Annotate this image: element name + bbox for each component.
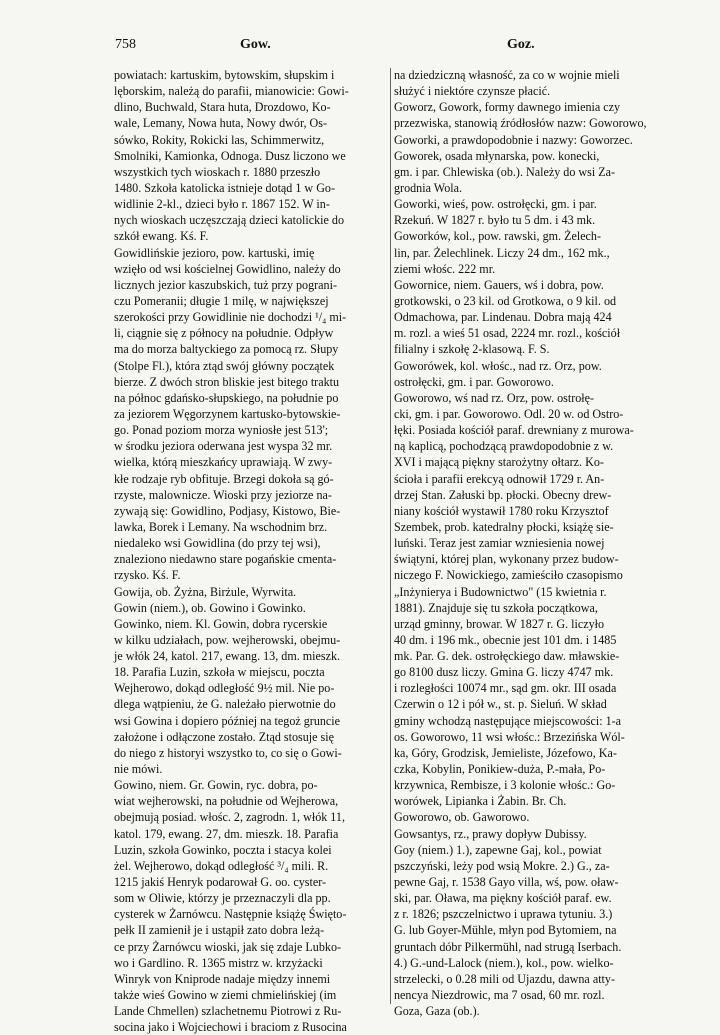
text-line: ną kaplicą, pochodzącą prawdopodobnie z w.: [394, 439, 614, 454]
text-line: sówko, Rokity, Rokicki las, Schimmerwitz,: [114, 132, 325, 147]
text-line: grodnia Wola.: [394, 180, 462, 195]
text-line: Goy (niem.) 1.), zapewne Gaj, kol., powiat: [394, 842, 602, 857]
text-line: katol. 179, ewang. 27, dm. mieszk. 18. Parafia: [114, 826, 339, 841]
text-line: Odmachowa, par. Lindenau. Dobra mają 424: [394, 310, 612, 325]
text-line: go. Ponad poziom morza wyniosłe jest 513';: [114, 423, 329, 438]
text-line: licznych jezior kaszubskich, tuż przy pograni-: [114, 277, 337, 292]
text-line: na dziedziczną własność, za co w wojnie mieli: [394, 68, 620, 82]
text-line: rzyste, malownicze. Wioski przy jeziorze na-: [114, 487, 332, 502]
text-line: nencya Niezdrowic, ma 7 osad, 60 mr. rozl.: [394, 988, 605, 1003]
text-line: Gowija, ob. Żyżna, Birżule, Wyrwita.: [114, 584, 297, 599]
running-header: [115, 37, 672, 57]
text-line: pełk II zamienił je i ustąpił zato dobra leżą-: [114, 923, 325, 938]
text-line: niedaleko wsi Gowidlina (do przy tej wsi),: [114, 536, 321, 551]
text-line: niczego F. Nowickiego, zamieściło czasopismo: [394, 568, 623, 583]
text-line: „Inżynierya i Budownictwo" (15 kwietnia r.: [394, 584, 607, 599]
text-line: XVI i mającą piękny starożytny ołtarz. Ko-: [394, 455, 604, 470]
text-line: worówek, Lipianka i Żabin. Br. Ch.: [394, 794, 567, 809]
text-line: z r. 1826; pszczelnictwo i uprawa tytuniu. 3.): [394, 907, 613, 922]
text-line: wsi Gowina i dopiero później na tegoż gruncie: [114, 713, 341, 728]
text-line: Goworki, a prawdopodobnie i nazwy: Goworzec.: [394, 132, 633, 147]
text-line: w kilku udziałach, pow. wejherowski, obejmu-: [114, 632, 341, 647]
text-line: służyć i niektóre czynsze płacić.: [394, 84, 551, 99]
text-line: cki, gm. i par. Goworowo. Odl. 20 w. od Ostro-: [394, 406, 624, 421]
text-line: także wieś Gowino w ziemi chmielińskiej (im: [114, 988, 337, 1003]
text-line: w środku jeziora oderwana jest wyspa 32 mr.: [114, 439, 333, 454]
text-line: znaleziono niedawno stare pogańskie cmenta-: [114, 552, 337, 567]
text-line: 40 dm. i 196 mk., obecnie jest 101 dm. i 1485: [394, 632, 617, 647]
text-line: ścioła i parafii erekcyą odnowił 1729 r. An-: [394, 471, 605, 486]
text-line: je włók 24, katol. 217, ewang. 13, dm. mieszk.: [114, 649, 341, 664]
text-line: dlino, Buchwald, Stara huta, Drozdowo, Ko-: [114, 100, 331, 115]
text-line: gm. i par. Chlewiska (ob.). Należy do wsi Za-: [394, 164, 615, 179]
text-line: nie mówi.: [114, 762, 163, 777]
text-line: socina jako i Wojciechowi i braciom z Rusocina: [114, 1020, 347, 1035]
text-line: pszczyński, leży pod wsią Mokre. 2.) G., za-: [394, 858, 610, 873]
column-divider: [390, 68, 391, 1004]
left-column: [114, 67, 388, 1035]
text-line: lin, par. Żelechlinek. Liczy 24 dm., 162 mk.,: [394, 245, 610, 260]
text-line: pewne Gaj, r. 1538 Gayo villa, wś, pow. oław-: [394, 875, 619, 890]
text-line: wo i Gardlino. R. 1365 mistrz w. krzyżacki: [114, 955, 323, 970]
text-line: Goworki, wieś, pow. ostrołęcki, gm. i par.: [394, 197, 597, 212]
text-line: wiat wejherowski, na południe od Wejherowa,: [114, 794, 339, 809]
text-line: Gowinko, niem. Kl. Gowin, dobra rycerskie: [114, 616, 328, 631]
right-column: [394, 67, 670, 1019]
text-line: 1480. Szkoła katolicka istnieje dotąd 1 w Go-: [114, 180, 336, 195]
text-line: świątyni, której plan, wykonany przez budow-: [394, 552, 619, 567]
text-line: niany kościół wystawił 1780 roku Krzysztof: [394, 503, 609, 518]
text-line: Gowsantys, rz., prawy dopływ Dubissy.: [394, 826, 587, 841]
text-line: bierze. Z dwóch stron bliskie jest bitego traktu: [114, 374, 340, 389]
text-line: wzięło od wsi kościelnej Gowidlino, należy do: [114, 261, 341, 276]
text-line: mk. Par. G. dek. ostrołęckiego daw. mławskie-: [394, 649, 620, 664]
text-line: lawka, Borek i Lemany. Na wschodnim brz.: [114, 519, 328, 534]
text-line: Czerwin o 12 i pół w., st. p. Sieluń. W skład: [394, 697, 607, 712]
text-line: rzysko. Kś. F.: [114, 568, 181, 583]
text-line: wszystkich tych wioskach r. 1880 przeszło: [114, 164, 321, 179]
text-line: nych wioskach uczęszczają dzieci katolickie do: [114, 213, 345, 228]
text-line: Rzekuń. W 1827 r. było tu 5 dm. i 43 mk.: [394, 213, 596, 228]
text-line: Gowidlińskie jezioro, pow. kartuski, imię: [114, 245, 315, 260]
text-line: widlinie 2-kl., dzieci było r. 1867 152. W in-: [114, 197, 330, 212]
text-line: urząd gminny, browar. W 1827 r. G. liczyło: [394, 616, 605, 631]
text-line: zywają się: Gowidlino, Podjasy, Kistowo, Bie-: [114, 503, 341, 518]
text-line: som w Oliwie, którzy je przeznaczyli dla pp.: [114, 891, 331, 906]
text-line: Smolniki, Kamionka, Odnoga. Dusz liczono we: [114, 148, 346, 163]
text-line: i rozległości 10074 mr., sąd gm. okr. III osada: [394, 681, 617, 696]
text-line: wale, Lemany, Nowa huta, Nowy dwór, Os-: [114, 116, 328, 131]
text-line: Goworek, osada młynarska, pow. konecki,: [394, 148, 600, 163]
text-line: szerokości przy Gowidlinie nie dochodzi ¹/₄ mi-: [114, 310, 347, 325]
text-line: dlega wątpieniu, że G. należało pierwotnie do: [114, 697, 336, 712]
text-line: Wejherowo, dokąd odległość 9½ mil. Nie po-: [114, 681, 335, 696]
text-line: Goworówek, kol. włośc., nad rz. Orz, pow.: [394, 358, 602, 373]
text-line: Gowornice, niem. Gauers, wś i dobra, pow.: [394, 277, 604, 292]
text-line: grotkowski, o 23 kil. od Grotkowa, o 9 kil. od: [394, 293, 617, 308]
text-line: do niego z historyi wszystko to, co się o Gowi-: [114, 745, 342, 760]
text-line: 4.) G.-und-Lalock (niem.), kol., pow. wielko-: [394, 955, 614, 970]
text-line: Lande Chmellen) szlachetnemu Piotrowi z Ru-: [114, 1004, 342, 1019]
page-number: 758: [115, 37, 136, 52]
text-line: czka, Kobylin, Ponikiew-duża, P.-mała, Po-: [394, 762, 606, 777]
text-line: 1215 jakiś Henryk podarował G. oo. cyster-: [114, 875, 327, 890]
text-line: Goworowo, wś nad rz. Orz, pow. ostrołę-: [394, 390, 595, 405]
text-line: ziemi włośc. 222 mr.: [394, 261, 496, 276]
text-line: za jeziorem Węgorzynem kartusko-bytowskie-: [114, 406, 341, 421]
text-line: strzelecki, o 0.28 mili od Ujazdu, dawna atty-: [394, 971, 615, 986]
text-line: Goza, Gaza (ob.).: [394, 1004, 480, 1019]
text-line: Gowin (niem.), ob. Gowino i Gowinko.: [114, 600, 306, 615]
text-line: go 8100 dusz liczy. Gmina G. liczy 4747 mk.: [394, 665, 614, 680]
text-line: kłe rodzaje ryb obfituje. Brzegi dokoła są gó-: [114, 471, 334, 486]
text-line: G. lub Goyer-Mühle, młyn pod Bytomiem, na: [394, 923, 617, 938]
text-line: (Stolpe Fl.), która ztąd swój główny początek: [114, 358, 335, 373]
text-line: ostrołęcki, gm. i par. Goworowo.: [394, 374, 554, 389]
text-line: założone i odłączone zostało. Ztąd stosuje się: [114, 729, 334, 744]
text-line: gminy wchodzą następujące miejscowości: 1-a: [394, 713, 622, 728]
text-line: Luzin, szkoła Gowinko, poczta i stacya kolei: [114, 842, 332, 857]
text-line: cysterek w Żarnówcu. Następnie książę Święto-: [114, 907, 347, 922]
text-line: 18. Parafia Luzin, szkoła w miejscu, poczta: [114, 665, 325, 680]
text-line: obejmują posiad. włośc. 2, zagrodn. 1, włók 11,: [114, 810, 345, 825]
text-line: Gowino, niem. Gr. Gowin, ryc. dobra, po-: [114, 778, 318, 793]
text-line: krzywnica, Rembisze, i 3 kolonie włośc.: Go-: [394, 778, 616, 793]
text-line: ma do morza baltyckiego za pomocą rz. Słupy: [114, 342, 339, 357]
text-line: ce przy Żarnówcu wioski, jak się zdaje Lubko-: [114, 939, 342, 954]
right-running-headword: Goz.: [507, 37, 535, 52]
text-line: filialny i szkołę 2-klasową. F. S.: [394, 342, 550, 357]
text-line: lęborskim, należą do parafii, mianowicie: Gowi-: [114, 84, 349, 99]
text-line: luński. Teraz jest zamiar wzniesienia nowej: [394, 536, 605, 551]
text-line: os. Goworowo, 11 wsi włośc.: Brzezińska Wól-: [394, 729, 625, 744]
text-line: ka, Góry, Grodzisk, Jemieliste, Józefowo, Ka-: [394, 745, 617, 760]
text-line: m. rozl. a wieś 51 osad, 2224 mr. rozl., kościół: [394, 326, 621, 341]
text-line: ski, par. Oława, ma piękny kościół paraf. ew.: [394, 891, 612, 906]
text-line: przezwiska, stanowią źródłosłów nazw: Goworowo,: [394, 116, 647, 131]
text-line: żel. Wejherowo, dokąd odległość ³/₄ mili. R.: [114, 858, 329, 873]
left-running-headword: Gow.: [240, 37, 271, 52]
text-line: gruntach dóbr Pilkermühl, nad strugą Iserbach.: [394, 939, 622, 954]
text-line: na północ gdańsko-słupskiego, na południe po: [114, 390, 339, 405]
text-line: łęki. Posiada kościół paraf. drewniany z murowa-: [394, 423, 634, 438]
text-line: Winryk von Kniprode nadaje między innemi: [114, 971, 331, 986]
text-line: drzej Stan. Załuski bp. płocki. Obecny drew-: [394, 487, 612, 502]
text-line: Szembek, prob. katedralny płocki, książę sie-: [394, 519, 614, 534]
text-line: Goworowo, ob. Gaworowo.: [394, 810, 530, 825]
text-line: czu Pomeranii; długie 1 milę, w największej: [114, 293, 329, 308]
text-line: Goworz, Gowork, formy dawnego imienia czy: [394, 100, 621, 115]
text-line: wielka, którą mieszkańcy uprawiają. W zwy-: [114, 455, 333, 470]
text-line: Goworków, kol., pow. rawski, gm. Żelech-: [394, 229, 602, 244]
text-line: li, ciągnie się z północy na południe. Odpływ: [114, 326, 334, 341]
text-line: szkół ewang. Kś. F.: [114, 229, 209, 244]
text-line: 1881). Znajduje się tu szkoła początkowa,: [394, 600, 598, 615]
text-line: powiatach: kartuskim, bytowskim, słupskim i: [114, 68, 335, 82]
